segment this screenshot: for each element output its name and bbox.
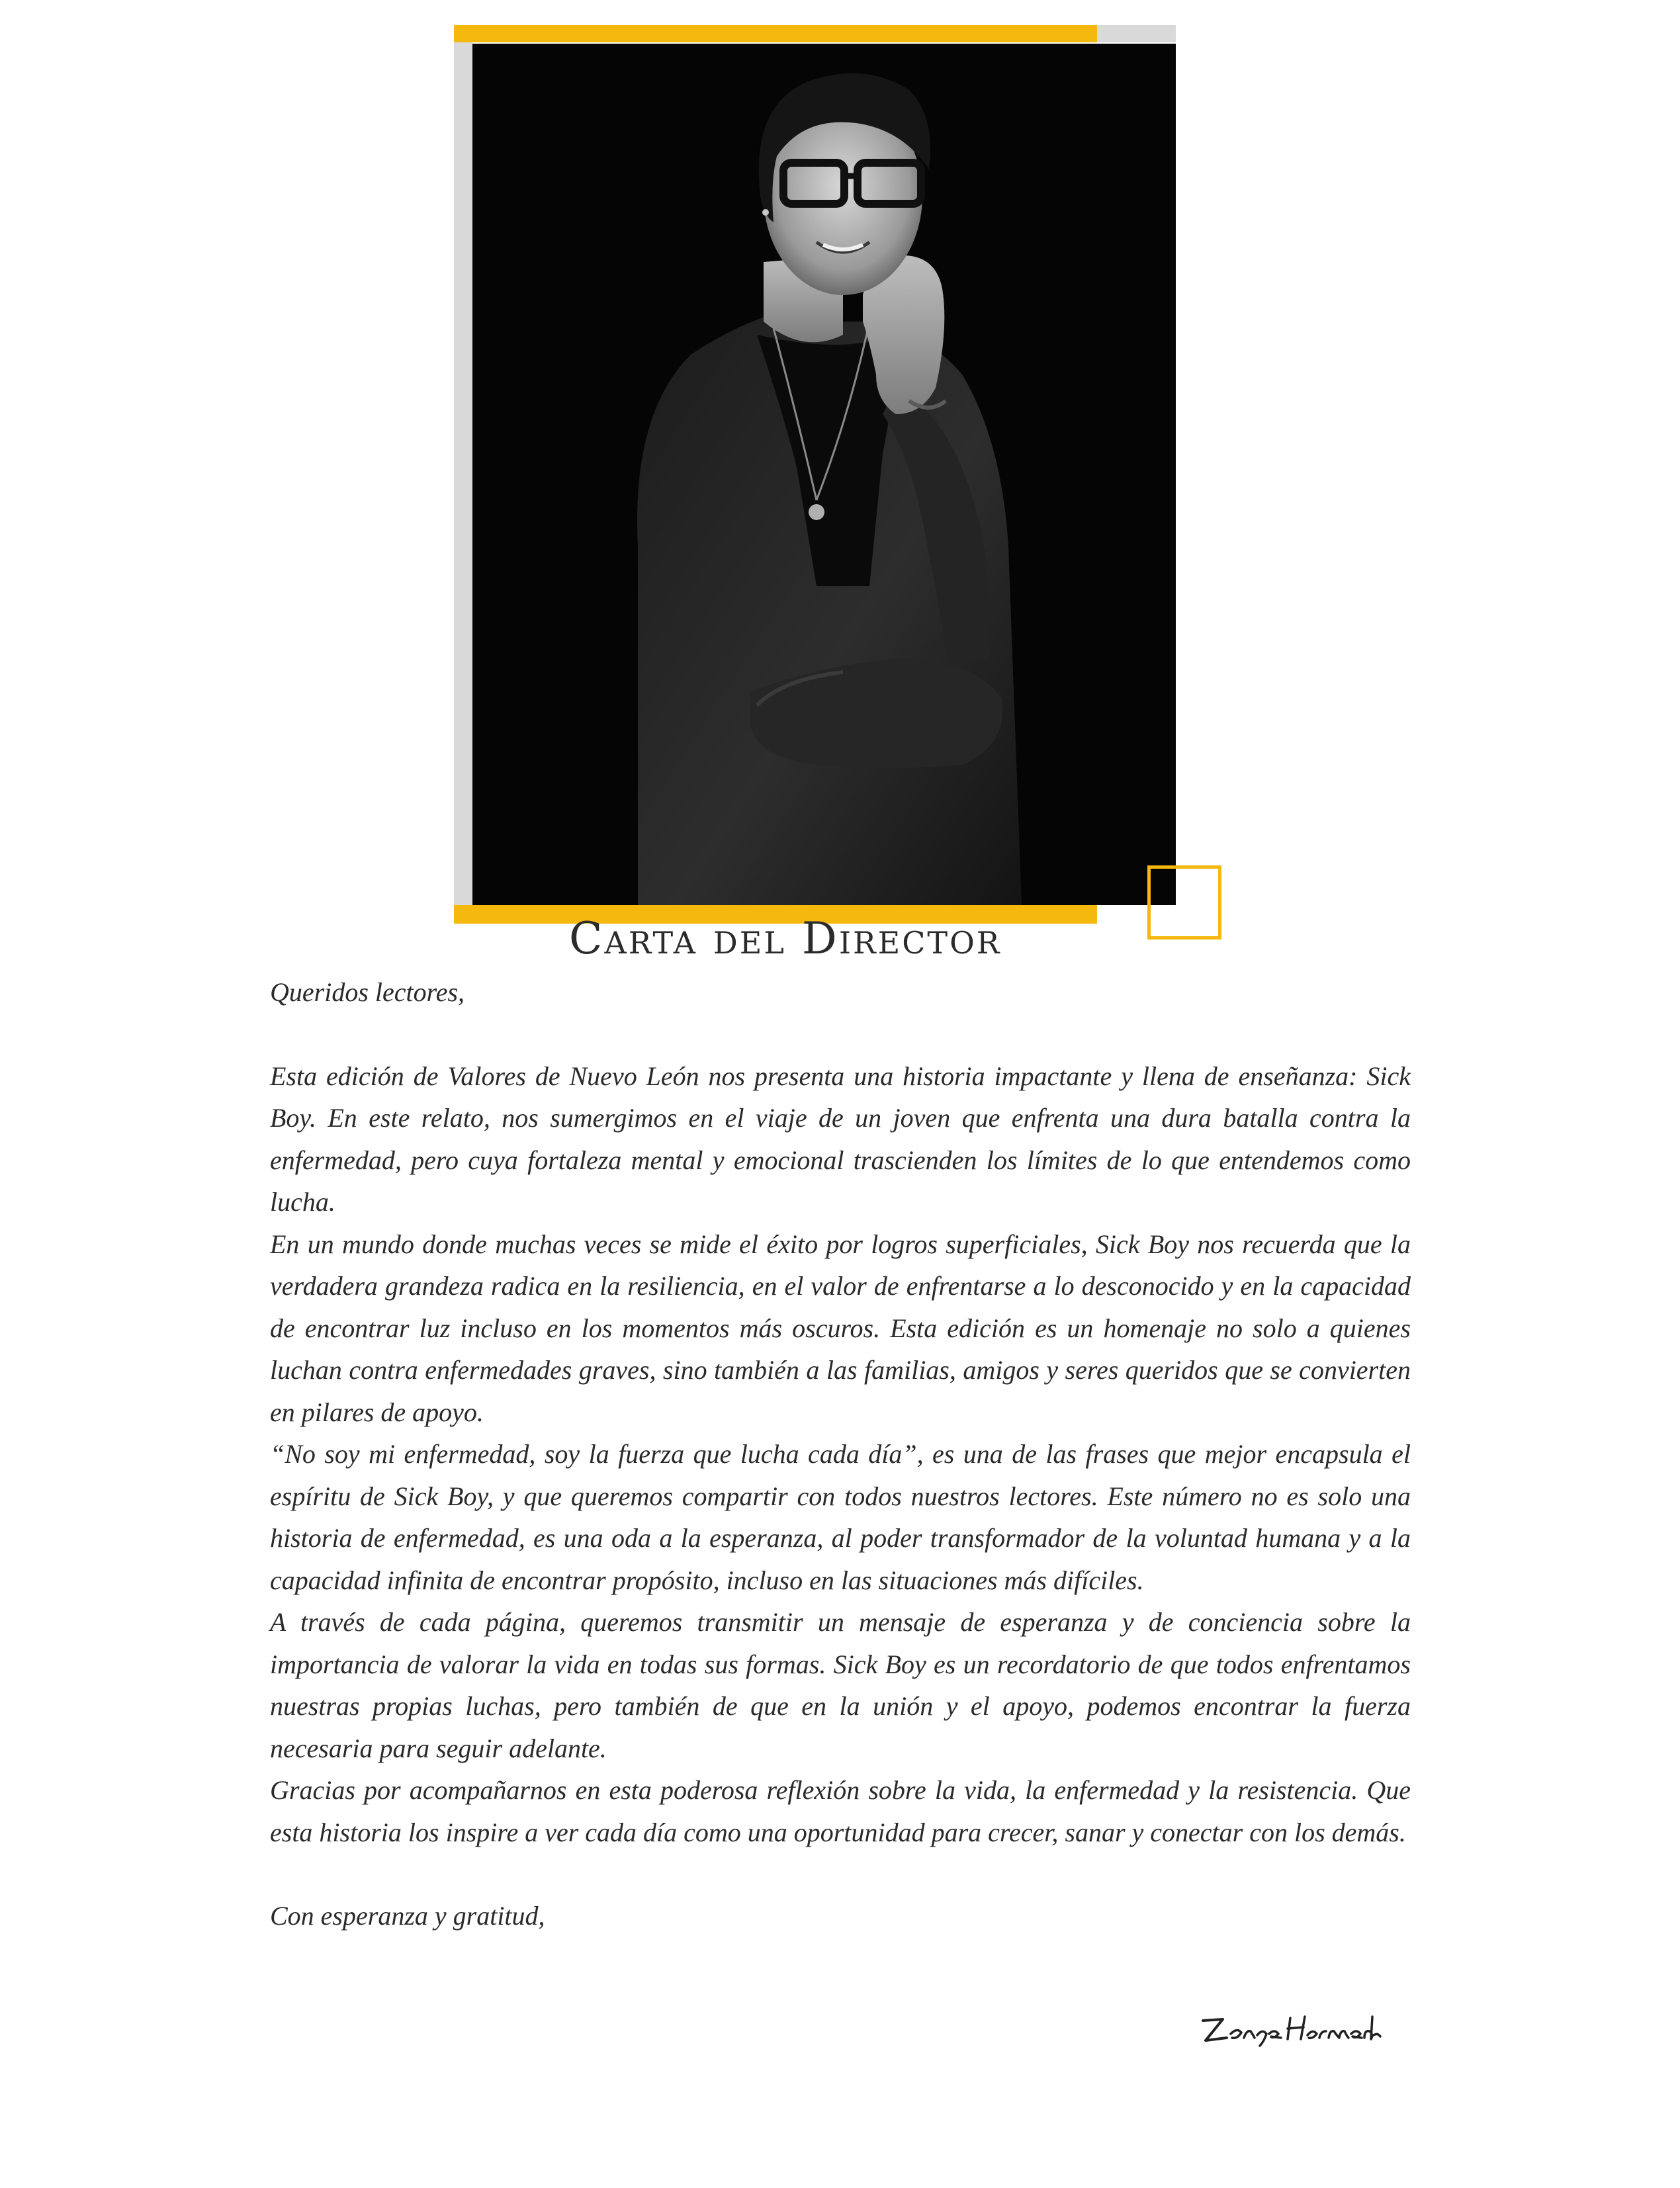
letter-paragraph: En un mundo donde muchas veces se mide el éxito por logros superficiales, Sick Boy nos recuerda que la verdadera grandeza radica en la resiliencia, en el valor de enfrentarse a lo desconocido y en la capacidad de encontrar luz incluso en los momentos más oscuros. Esta edición es un homenaje no solo a quienes luchan contra enfermedades graves, sino también a las familias, amigos y seres queridos que se convierten en pilares de apoyo. — [270, 1229, 1411, 1427]
letter-salutation: Queridos lectores, — [270, 977, 465, 1007]
letter-paragraph: A través de cada página, queremos transmitir un mensaje de esperanza y de conciencia sobre la importancia de valorar la vida en todas sus formas. Sick Boy es un recordatorio de que todos enfrentamos nuestras propias luchas, pero también de que en la unión y el apoyo, podemos encontrar la fuerza necesaria para seguir adelante. — [270, 1607, 1411, 1763]
gray-accent-bar-top — [1097, 25, 1176, 42]
letter-paragraph: “No soy mi enfermedad, soy la fuerza que lucha cada día”, es una de las frases que mejor encapsula el espíritu de Sick Boy, y que queremos compartir con todos nuestros lectores. Este número no es solo una historia de enfermedad, es una oda a la esperanza, al poder transformador de la voluntad humana y a la capacidad infinita de encontrar propósito, incluso en las situaciones más difíciles. — [270, 1439, 1411, 1595]
yellow-outline-square — [1147, 865, 1221, 940]
director-portrait-image — [472, 44, 1176, 905]
gray-accent-bar-left — [454, 42, 472, 909]
letter-paragraph: Gracias por acompañarnos en esta poderosa reflexión sobre la vida, la enfermedad y la resistencia. Que esta historia los inspire a ver cada día como una oportunidad para crecer, sanar y conectar con los demás. — [270, 1775, 1411, 1847]
director-photo — [472, 44, 1176, 905]
letter-paragraph: Esta edición de Valores de Nuevo León nos presenta una historia impactante y llena de enseñanza: Sick Boy. En este relato, nos sumergimos en el viaje de un joven que enfrenta una dura batalla contra la enfermedad, pero cuya fortaleza mental y emocional trascienden los límites de lo que entendemos como lucha. — [270, 1061, 1411, 1217]
page-title: Carta del Director — [569, 913, 1002, 964]
photo-frame — [454, 25, 1227, 945]
letter-closing: Con esperanza y gratitud, — [270, 1901, 545, 1931]
director-signature — [1198, 2009, 1383, 2048]
yellow-accent-bar-top — [454, 25, 1097, 42]
director-letter — [270, 971, 1411, 1937]
